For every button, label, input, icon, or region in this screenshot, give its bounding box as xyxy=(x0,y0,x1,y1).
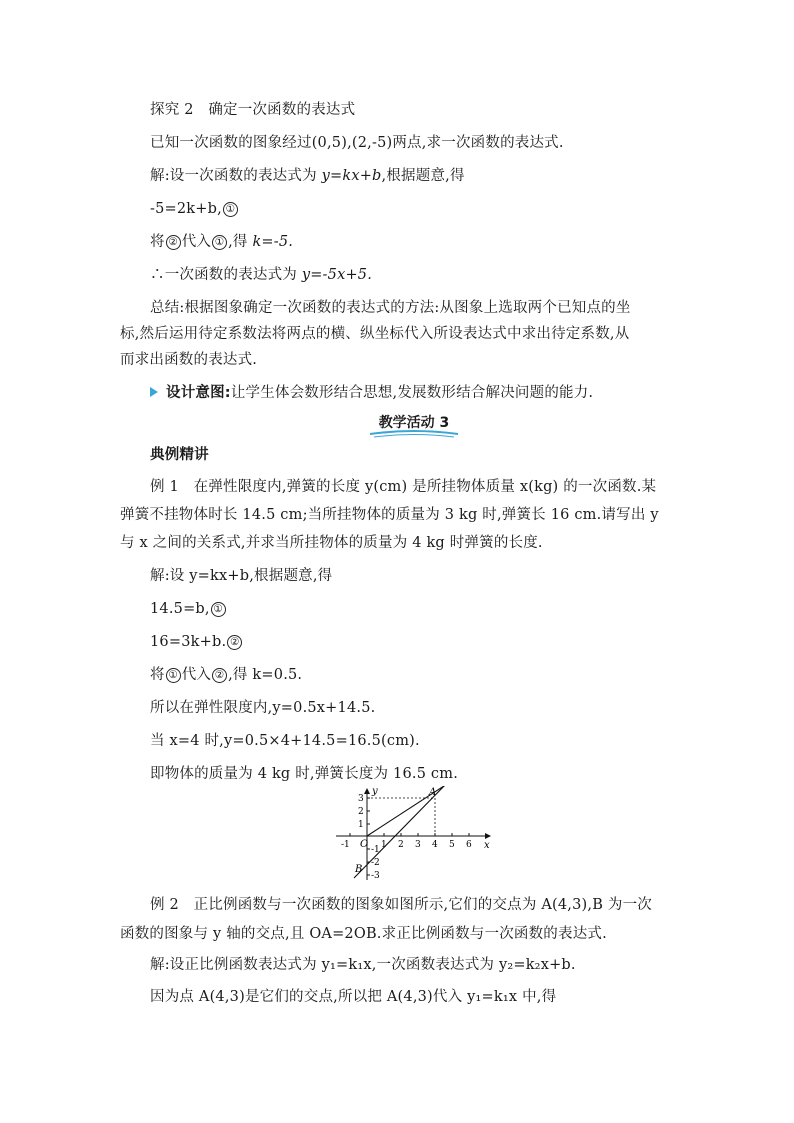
circle-marker-2: ② xyxy=(227,635,242,650)
x-tick-5: 5 xyxy=(449,840,455,850)
activity-underline-decoration xyxy=(364,412,464,440)
x-tick-3: 3 xyxy=(415,840,421,850)
example1-result3: 即物体的质量为 4 kg 时,弹簧长度为 16.5 cm. xyxy=(150,766,459,782)
subst-b: 代入 xyxy=(181,234,212,250)
circle-marker-2: ② xyxy=(166,235,181,250)
label-B: B xyxy=(355,864,363,875)
substitution-step xyxy=(150,232,293,252)
x-tick-2: 2 xyxy=(398,840,404,850)
example1-eq2 xyxy=(150,632,243,652)
example1-subst-a: 将 xyxy=(150,667,165,683)
circle-marker-1: ① xyxy=(211,602,226,617)
activity-header xyxy=(364,412,464,440)
circle-marker-1: ① xyxy=(223,202,238,217)
x-axis-arrow-icon xyxy=(485,833,491,839)
example1-eq1-text: 14.5=b, xyxy=(150,601,210,617)
design-intent-label: 设计意图: xyxy=(166,385,231,401)
design-intent-text: 让学生体会数形结合思想,发展数形结合解决问题的能力. xyxy=(230,385,594,401)
example1-subst-b: 代入 xyxy=(181,667,212,683)
triangle-bullet-icon xyxy=(150,387,158,397)
x-tick-neg1: -1 xyxy=(341,840,350,850)
y-tick-2: 2 xyxy=(358,807,364,817)
conclusion-function: y=-5x+5. xyxy=(301,267,373,283)
example1-eq1 xyxy=(150,599,227,619)
equation-1 xyxy=(150,199,239,219)
problem-statement: 已知一次函数的图象经过(0,5),(2,-5)两点,求一次函数的表达式. xyxy=(150,135,564,151)
example2-solution: 解:设正比例函数表达式为 y₁=k₁x,一次函数表达式为 y₂=k₂x+b. xyxy=(150,957,576,973)
label-y: y xyxy=(372,786,378,797)
label-x: x xyxy=(484,840,490,851)
x-tick-4: 4 xyxy=(432,840,438,850)
label-A: A xyxy=(429,787,437,798)
subst-value: k=-5. xyxy=(252,234,294,250)
y-tick-neg1: -1 xyxy=(371,845,380,855)
example2-line3: 因为点 A(4,3)是它们的交点,所以把 A(4,3)代入 y₁=k₁x 中,得 xyxy=(150,989,557,1005)
y-axis-arrow-icon xyxy=(364,788,370,794)
solution-setup xyxy=(150,166,465,186)
circle-marker-2: ② xyxy=(212,668,227,683)
summary-line-3: 而求出函数的表达式. xyxy=(120,352,258,368)
example1-subst xyxy=(150,665,302,685)
examples-heading: 典例精讲 xyxy=(150,447,209,463)
example1-subst-c: ,得 k=0.5. xyxy=(228,667,303,683)
example1-solution: 解:设 y=kx+b,根据题意,得 xyxy=(150,568,333,584)
conclusion-prefix: ∴一次函数的表达式为 xyxy=(150,267,302,283)
subst-a: 将 xyxy=(150,234,165,250)
x-tick-1: 1 xyxy=(381,840,387,850)
summary-line-1: 总结:根据图象确定一次函数的表达式的方法:从图象上选取两个已知点的坐 xyxy=(150,300,631,316)
equation-1-text: -5=2k+b, xyxy=(150,201,222,217)
activity-label: 教学活动 3 xyxy=(378,415,450,431)
solution-function: y=kx+b xyxy=(321,168,382,184)
y-tick-1: 1 xyxy=(358,820,364,830)
subst-c: ,得 xyxy=(228,234,253,250)
label-O: O xyxy=(360,839,369,850)
solution-prefix: 解:设一次函数的表达式为 xyxy=(150,168,322,184)
circle-marker-1: ① xyxy=(212,235,227,250)
example2-line1: 例 2 正比例函数与一次函数的图象如图所示,它们的交点为 A(4,3),B 为一次 xyxy=(150,897,652,913)
example1-line2: 弹簧不挂物体时长 14.5 cm;当所挂物体的质量为 3 kg 时,弹簧长 16 cm.请写出 y xyxy=(120,507,659,523)
circle-marker-1: ① xyxy=(166,668,181,683)
section-title: 探究 2 确定一次函数的表达式 xyxy=(150,102,356,118)
conclusion xyxy=(150,265,372,285)
y-tick-neg2: -2 xyxy=(371,858,380,868)
example1-line3: 与 x 之间的关系式,并求当所挂物体的质量为 4 kg 时弹簧的长度. xyxy=(120,535,543,551)
example1-line1: 例 1 在弹性限度内,弹簧的长度 y(cm) 是所挂物体质量 x(kg) 的一次函数.某 xyxy=(150,479,657,495)
solution-suffix: ,根据题意,得 xyxy=(381,168,465,184)
example1-result2: 当 x=4 时,y=0.5×4+14.5=16.5(cm). xyxy=(150,733,420,749)
linear-function-line xyxy=(354,786,448,878)
coordinate-figure xyxy=(330,786,500,886)
design-intent xyxy=(150,383,593,403)
example1-result1: 所以在弹性限度内,y=0.5x+14.5. xyxy=(150,700,376,716)
y-tick-3: 3 xyxy=(358,794,364,804)
y-tick-neg3: -3 xyxy=(371,871,380,881)
x-tick-6: 6 xyxy=(466,840,472,850)
example2-line2: 函数的图象与 y 轴的交点,且 OA=2OB.求正比例函数与一次函数的表达式. xyxy=(120,926,607,942)
example1-eq2-text: 16=3k+b. xyxy=(150,634,227,650)
summary-line-2: 标,然后运用待定系数法将两点的横、纵坐标代入所设表达式中求出待定系数,从 xyxy=(120,326,630,342)
